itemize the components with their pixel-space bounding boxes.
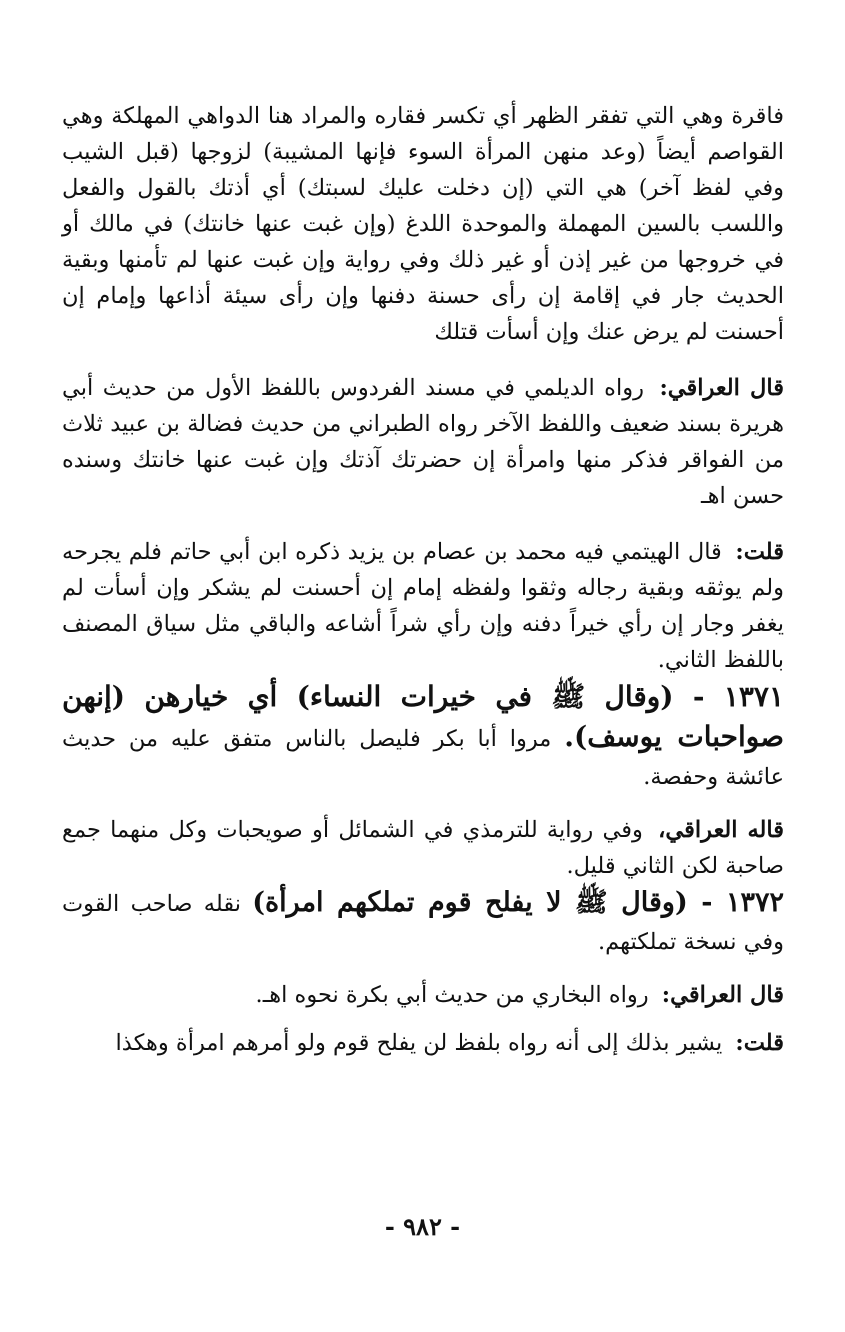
entry-1371 [62, 678, 784, 796]
iraqi-label-2: قاله العراقي، [658, 817, 785, 843]
qultu-text-1: قال الهيتمي فيه محمد بن عصام بن يزيد ذكره ابن أبي حاتم فلم يجرحه ولم يوثقه وبقية رجاله وثقوا ولفظه إمام إن أحسنت لم يشكر وإن أسأت لم يغفر وجار إن رأي خيراً دفنه وإن رأي شراً أشاعه والباقي مثل سياق المصنف باللفظ الثاني. [62, 539, 784, 673]
qultu-label-1: قلت: [735, 539, 785, 565]
entry-1371-text: مروا أبا بكر فليصل بالناس متفق عليه من حديث عائشة وحفصة. [62, 726, 784, 790]
intro-paragraph [62, 98, 784, 350]
iraqi-text-1: رواه الديلمي في مسند الفردوس باللفظ الأول من حديث أبي هريرة بسند ضعيف واللفظ الآخر رواه الطبراني من حديث فضالة بن عبيد ثلاث من الفواقر فذكر منها وامرأة إن حضرتك آذتك وإن غبت عنها خانتك وسنده حسن اهـ [62, 375, 784, 509]
entry-1372 [62, 884, 784, 961]
entry-1372-text: نقله صاحب القوت وفي نسخة تملكتهم. [62, 891, 784, 955]
iraqi-label-3: قال العراقي: [661, 982, 784, 1008]
iraqi-label-1: قال العراقي: [659, 375, 784, 401]
qultu-paragraph-2 [62, 1025, 784, 1061]
entry-1372-heading: ١٣٧٢ - (وقال ﷺ لا يفلح قوم تملكهم امرأة) [252, 887, 784, 918]
iraqi-text-2: وفي رواية للترمذي في الشمائل أو صويحبات وكل منهما جمع صاحبة لكن الثاني قليل. [62, 817, 784, 879]
entry-1371-heading: ١٣٧١ - (وقال ﷺ في خيرات النساء) أي خيارهن (إنهن صواحبات يوسف). [62, 680, 785, 753]
iraqi-paragraph-3 [62, 977, 784, 1013]
iraqi-paragraph-1 [62, 370, 784, 514]
qultu-paragraph-1 [62, 534, 784, 678]
iraqi-paragraph-2 [62, 812, 784, 884]
qultu-label-2: قلت: [735, 1030, 784, 1056]
intro-text: فاقرة وهي التي تفقر الظهر أي تكسر فقاره والمراد هنا الدواهي المهلكة وهي القواصم أيضاً (وعد منهن المرأة السوء فإنها المشيبة) لزوجها (قبل الشيب وفي لفظ آخر) هي التي (إن دخلت عليك لسبتك) أي أذتك بالقول والفعل واللسب بالسين المهملة والموحدة اللدغ (وإن غبت عنها خانتك) في مالك أو في خروجها من غير إذن أو غير ذلك وفي رواية وإن غبت عنها لم تأمنها وبقية الحديث جار في إقامة إن رأى حسنة دفنها وإن رأى سيئة أذاعها وإمام إن أحسنت لم يرض عنك وإن أسأت قتلك [62, 103, 784, 345]
iraqi-text-3: رواه البخاري من حديث أبي بكرة نحوه اهـ. [255, 982, 649, 1008]
page-body [62, 98, 784, 1061]
page-number: - ٩٨٢ - [384, 1212, 461, 1241]
qultu-text-2: يشير بذلك إلى أنه رواه بلفظ لن يفلح قوم ولو أمرهم امرأة وهكذا [115, 1030, 723, 1056]
